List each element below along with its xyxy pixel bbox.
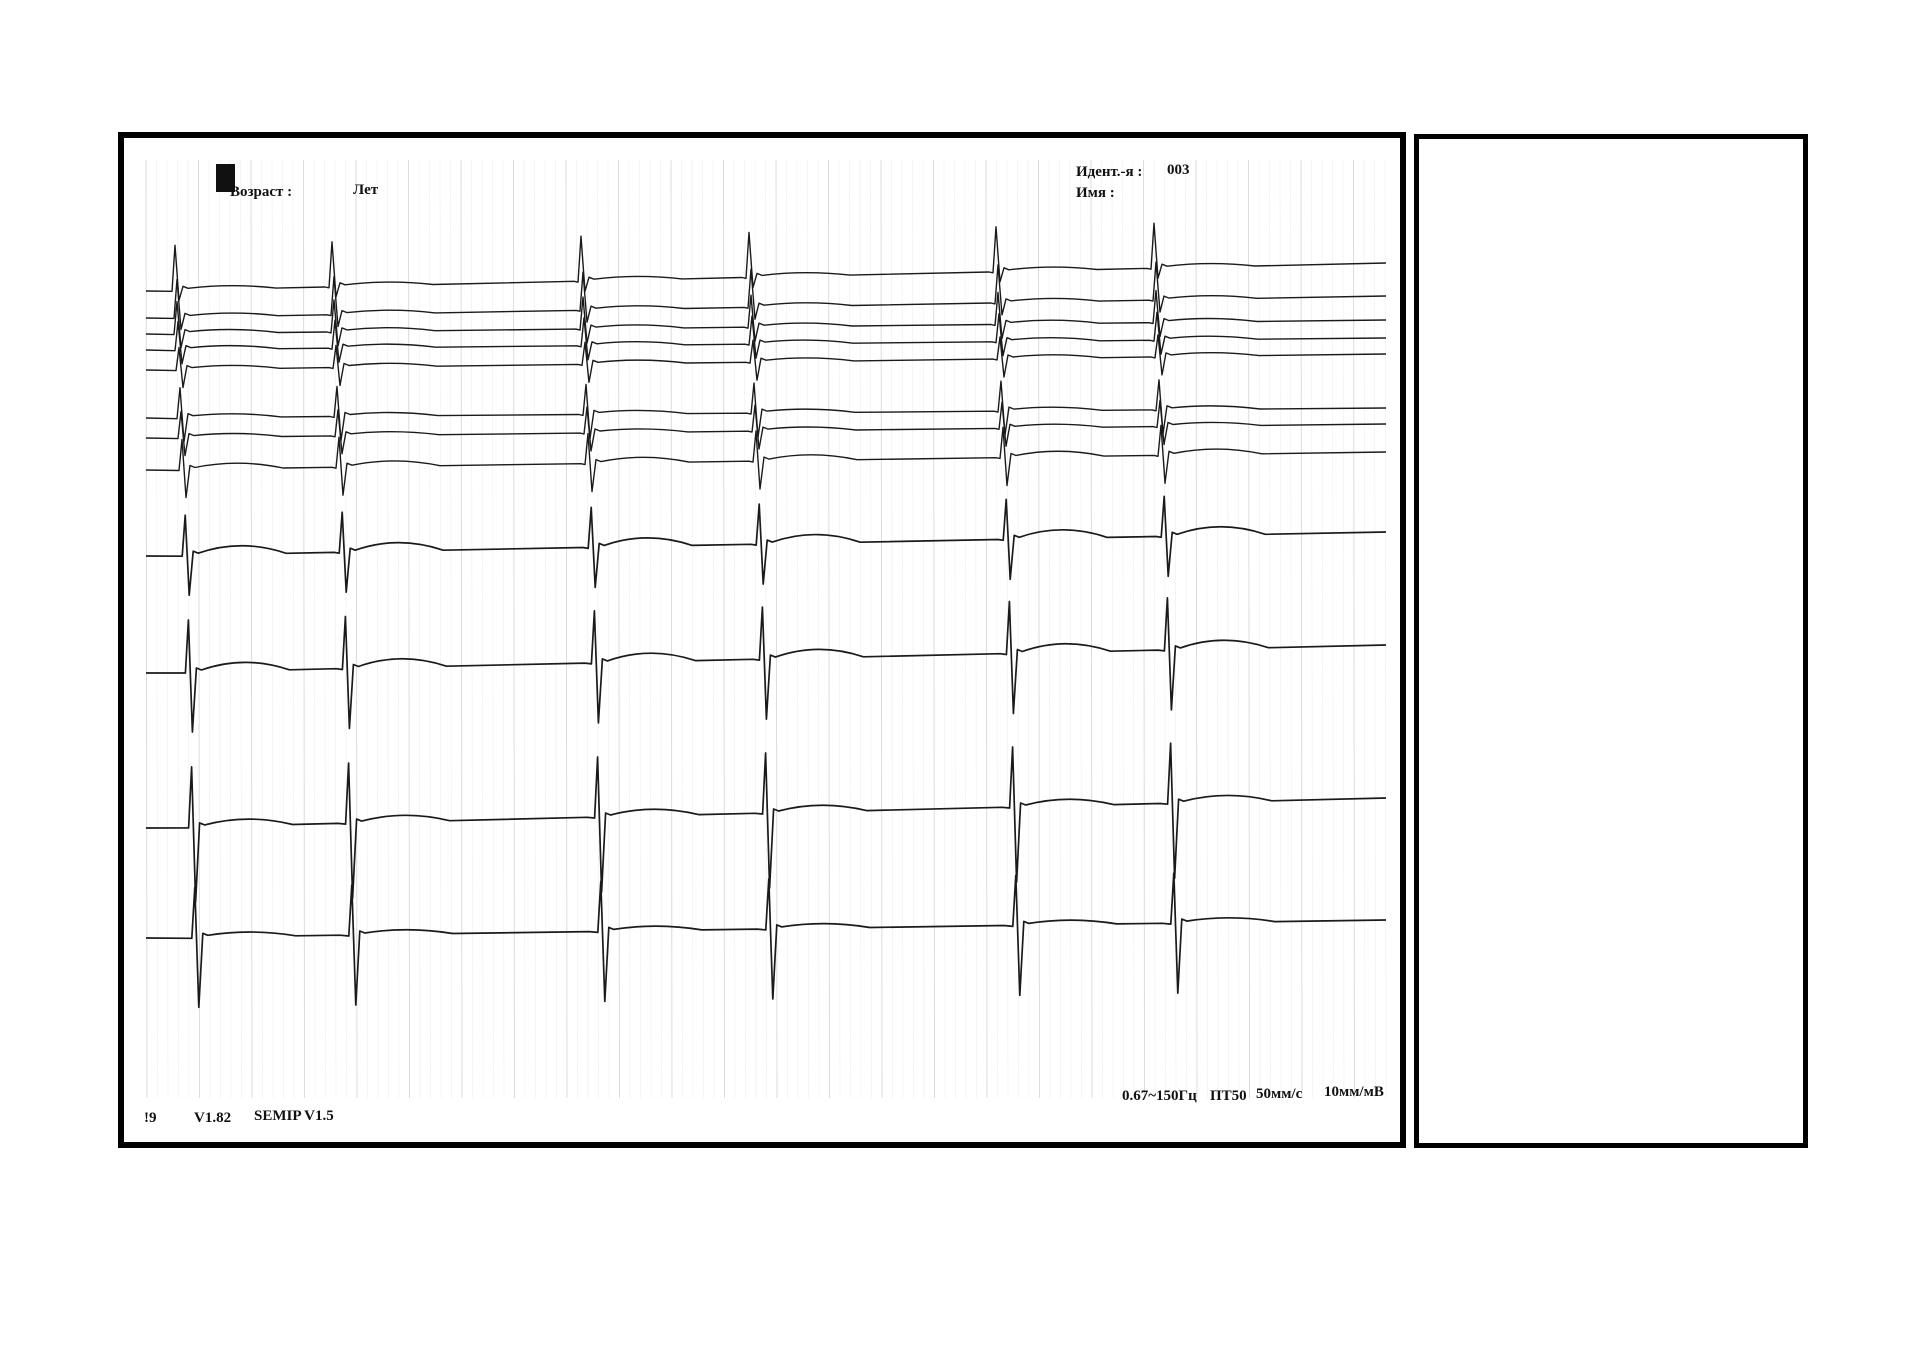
- grid-line: [598, 160, 599, 1098]
- patient-name-label: Имя :: [1076, 185, 1115, 201]
- grid-line: [1049, 160, 1050, 1098]
- grid-line: [1322, 160, 1323, 1098]
- paper-speed: 50мм/с: [1256, 1086, 1303, 1102]
- grid-line: [409, 160, 410, 1098]
- grid-line: [1280, 160, 1281, 1098]
- page-number: !9: [144, 1110, 157, 1126]
- grid-line: [986, 160, 987, 1098]
- grid-line: [304, 160, 305, 1098]
- grid-line: [367, 160, 368, 1098]
- device-version: V1.82: [194, 1110, 232, 1126]
- grid-line: [1291, 160, 1292, 1098]
- ecg-lead-trace: [146, 873, 1386, 1007]
- grid-line: [272, 160, 273, 1098]
- grid-line: [661, 160, 662, 1098]
- grid-line: [1228, 160, 1229, 1098]
- grid-line: [1039, 160, 1040, 1098]
- grid-line: [388, 160, 389, 1098]
- grid-line: [703, 160, 704, 1098]
- grid-line: [566, 160, 567, 1098]
- grid-line: [524, 160, 525, 1098]
- grid-line: [1354, 160, 1355, 1098]
- filter-settings: 0.67~150Гц: [1122, 1088, 1197, 1104]
- grid-line: [713, 160, 714, 1098]
- grid-line: [1196, 160, 1197, 1098]
- grid-line: [797, 160, 798, 1098]
- grid-line: [1249, 160, 1250, 1098]
- grid-line: [650, 160, 651, 1098]
- age-label: Возраст :: [230, 184, 293, 200]
- grid-line: [1081, 160, 1082, 1098]
- grid-line: [881, 160, 882, 1098]
- grid-line: [934, 160, 935, 1098]
- grid-line: [682, 160, 683, 1098]
- grid-line: [1301, 160, 1302, 1098]
- grid-line: [1312, 160, 1313, 1098]
- grid-line: [262, 160, 263, 1098]
- grid-line: [440, 160, 441, 1098]
- grid-line: [755, 160, 756, 1098]
- grid-line: [514, 160, 515, 1098]
- grid-line: [629, 160, 630, 1098]
- age-unit: Лет: [353, 182, 379, 198]
- grid-line: [734, 160, 735, 1098]
- grid-line: [230, 160, 231, 1098]
- grid-line: [1186, 160, 1187, 1098]
- grid-line: [556, 160, 557, 1098]
- gain-setting: 10мм/мВ: [1324, 1084, 1384, 1100]
- grid-line: [818, 160, 819, 1098]
- grid-line: [1238, 160, 1239, 1098]
- grid-line: [913, 160, 914, 1098]
- grid-line: [209, 160, 210, 1098]
- grid-line: [293, 160, 294, 1098]
- grid-line: [430, 160, 431, 1098]
- grid-line: [965, 160, 966, 1098]
- grid-line: [787, 160, 788, 1098]
- grid-line: [157, 160, 158, 1098]
- grid-line: [587, 160, 588, 1098]
- grid-line: [1207, 160, 1208, 1098]
- grid-line: [692, 160, 693, 1098]
- grid-line: [472, 160, 473, 1098]
- grid-line: [545, 160, 546, 1098]
- grid-line: [619, 160, 620, 1098]
- grid-line: [808, 160, 809, 1098]
- grid-line: [461, 160, 462, 1098]
- grid-line: [1385, 160, 1386, 1098]
- grid-line: [325, 160, 326, 1098]
- grid-line: [892, 160, 893, 1098]
- grid-line: [356, 160, 357, 1098]
- grid-line: [944, 160, 945, 1098]
- grid-line: [251, 160, 252, 1098]
- grid-line: [1333, 160, 1334, 1098]
- grid-line: [167, 160, 168, 1098]
- ecg-printout-panel: [118, 132, 1406, 1148]
- grid-line: [1217, 160, 1218, 1098]
- grid-line: [146, 160, 147, 1098]
- grid-line: [766, 160, 767, 1098]
- grid-line: [608, 160, 609, 1098]
- grid-line: [839, 160, 840, 1098]
- grid-line: [850, 160, 851, 1098]
- grid-line: [640, 160, 641, 1098]
- grid-line: [241, 160, 242, 1098]
- grid-line: [671, 160, 672, 1098]
- grid-line: [535, 160, 536, 1098]
- grid-line: [776, 160, 777, 1098]
- notch-filter: ПТ50: [1210, 1088, 1247, 1104]
- grid-line: [745, 160, 746, 1098]
- grid-line: [1375, 160, 1376, 1098]
- grid-line: [1364, 160, 1365, 1098]
- grid-line: [314, 160, 315, 1098]
- software-version: SEMIP V1.5: [254, 1108, 334, 1124]
- grid-line: [220, 160, 221, 1098]
- grid-line: [377, 160, 378, 1098]
- blank-side-panel: [1414, 134, 1808, 1148]
- grid-line: [871, 160, 872, 1098]
- grid-line: [1060, 160, 1061, 1098]
- grid-line: [1028, 160, 1029, 1098]
- ecg-lead-trace: [146, 743, 1386, 902]
- ecg-lead-trace: [146, 223, 1386, 300]
- grid-line: [923, 160, 924, 1098]
- grid-line: [1259, 160, 1260, 1098]
- patient-id-label: Идент.-я :: [1076, 164, 1143, 180]
- grid-line: [482, 160, 483, 1098]
- grid-line: [577, 160, 578, 1098]
- grid-line: [724, 160, 725, 1098]
- patient-id-value: 003: [1167, 162, 1190, 178]
- grid-line: [955, 160, 956, 1098]
- ecg-lead-trace: [146, 380, 1386, 442]
- grid-line: [419, 160, 420, 1098]
- grid-line: [398, 160, 399, 1098]
- grid-line: [860, 160, 861, 1098]
- grid-line: [1070, 160, 1071, 1098]
- grid-line: [1343, 160, 1344, 1098]
- grid-line: [902, 160, 903, 1098]
- grid-line: [493, 160, 494, 1098]
- ecg-chart: [124, 138, 1400, 1142]
- grid-line: [451, 160, 452, 1098]
- grid-line: [503, 160, 504, 1098]
- grid-line: [829, 160, 830, 1098]
- grid-line: [199, 160, 200, 1098]
- grid-line: [1270, 160, 1271, 1098]
- grid-line: [976, 160, 977, 1098]
- grid-line: [283, 160, 284, 1098]
